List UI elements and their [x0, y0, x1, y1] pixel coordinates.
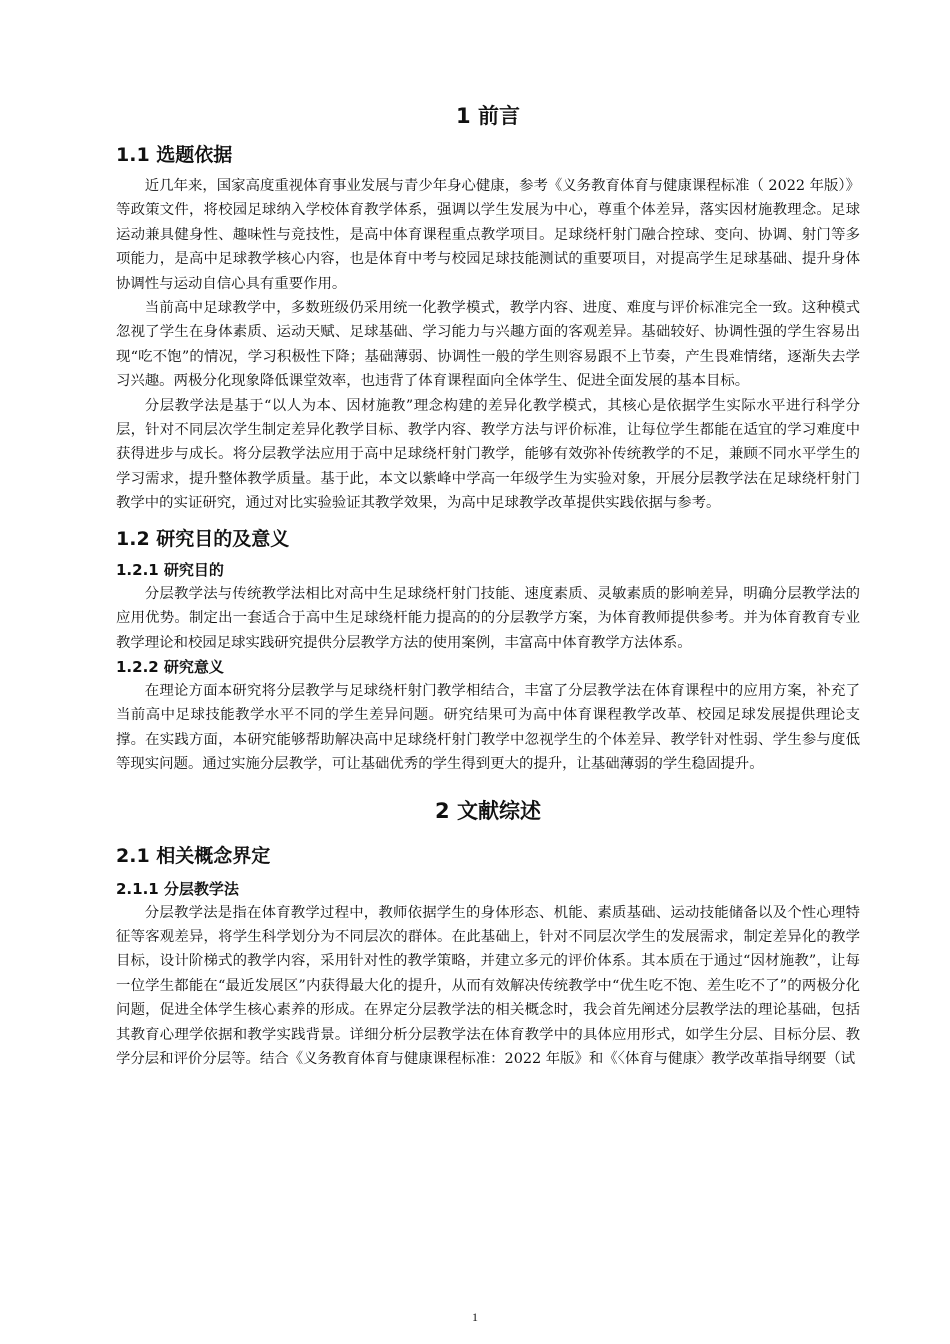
section-1-1-title: 1.1 选题依据: [116, 144, 233, 166]
section-1-2-title: 1.2 研究目的及意义: [116, 527, 290, 550]
paragraph: 当前高中足球教学中，多数班级仍采用统一化教学模式，教学内容、进度、难度与评价标准完全一致。这种模式忽视了学生在身体素质、运动天赋、足球基础、学习能力与兴趣方面的客观差异。基础较好、协调性强的学生容易出现“吃不饱”的情况，学习积极性下降；基础薄弱、协调性一般的学生则容易跟不上节奏，产生畏难情绪，逐渐失去学习兴趣。两极分化现象降低课堂效率，也违背了体育课程面向全体学生、促进全面发展的基本目标。: [116, 300, 860, 390]
paragraph: 分层教学法是指在体育教学过程中，教师依据学生的身体形态、机能、素质基础、运动技能储备以及个性心理特征等客观差异，将学生科学划分为不同层次的群体。在此基础上，针对不同层次学生的发展需求，制定差异化的教学目标，设计阶梯式的教学内容，采用针对性的教学策略，并建立多元的评价体系。其本质在于通过“因材施教”，让每一位学生都能在“最近发展区”内获得最大化的提升，从而有效解决传统教学中“优生吃不饱、差生吃不了”的两极分化问题，促进全体学生核心素养的形成。在界定分层教学法的相关概念时，我会首先阐述分层教学法的理论基础，包括其教育心理学依据和教学实践背景。详细分析分层教学法在体育教学中的具体应用形式，如学生分层、目标分层、教学分层和评价分层等。结合《义务教育体育与健康课程标准：2022 年版》和《〈体育与健康〉教学改革指导纲要（试: [116, 904, 860, 1067]
section-2-1-1-title: 2.1.1 分层教学法: [116, 879, 239, 898]
page-content: [116, 96, 860, 1071]
section-1-2-1-title: 1.2.1 研究目的: [116, 560, 224, 579]
chapter-2-title: 2 文献综述: [435, 798, 541, 823]
chapter-1-title: 1 前言: [456, 104, 520, 128]
paragraph: 分层教学法与传统教学法相比对高中生足球绕杆射门技能、速度素质、灵敏素质的影响差异，明确分层教学法的应用优势。制定出一套适合于高中生足球绕杆能力提高的的分层教学方案，为体育教师提供参考。并为体育教育专业教学理论和校园足球实践研究提供分层教学方法的使用案例，丰富高中体育教学方法体系。: [116, 585, 860, 651]
section-2-1-title: 2.1 相关概念界定: [116, 844, 271, 867]
page-number: 1: [472, 1310, 478, 1324]
paragraph: 分层教学法是基于“以人为本、因材施教”理念构建的差异化教学模式，其核心是依据学生实际水平进行科学分层，针对不同层次学生制定差异化教学目标、教学内容、教学方法与评价标准，让每位学生都能在适宜的学习难度中获得进步与成长。将分层教学法应用于高中足球绕杆射门教学，能够有效弥补传统教学的不足，兼顾不同水平学生的学习需求，提升整体教学质量。基于此，本文以紫峰中学高一年级学生为实验对象，开展分层教学法在足球绕杆射门教学中的实证研究，通过对比实验验证其教学效果，为高中足球教学改革提供实践依据与参考。: [116, 397, 860, 512]
paragraph: 在理论方面本研究将分层教学与足球绕杆射门教学相结合，丰富了分层教学法在体育课程中的应用方案，补充了当前高中足球技能教学水平不同的学生差异问题。研究结果可为高中体育课程教学改革、校园足球发展提供理论支撑。在实践方面，本研究能够帮助解决高中足球绕杆射门教学中忽视学生的个体差异、教学针对性弱、学生参与度低等现实问题。通过实施分层教学，可让基础优秀的学生得到更大的提升，让基础薄弱的学生稳固提升。: [116, 682, 860, 773]
section-1-2-2-title: 1.2.2 研究意义: [116, 657, 224, 676]
paragraph: 近几年来，国家高度重视体育事业发展与青少年身心健康，参考《义务教育体育与健康课程标准（ 2022 年版）》等政策文件，将校园足球纳入学校体育教学体系，强调以学生发展为中心，尊重个体差异，落实因材施教理念。足球运动兼具健身性、趣味性与竞技性，是高中体育课程重点教学项目。足球绕杆射门融合控球、变向、协调、射门等多项能力，是高中足球教学核心内容，也是体育中考与校园足球技能测试的重要项目，对提高学生足球基础、提升身体协调性与运动自信心具有重要作用。: [116, 178, 860, 292]
